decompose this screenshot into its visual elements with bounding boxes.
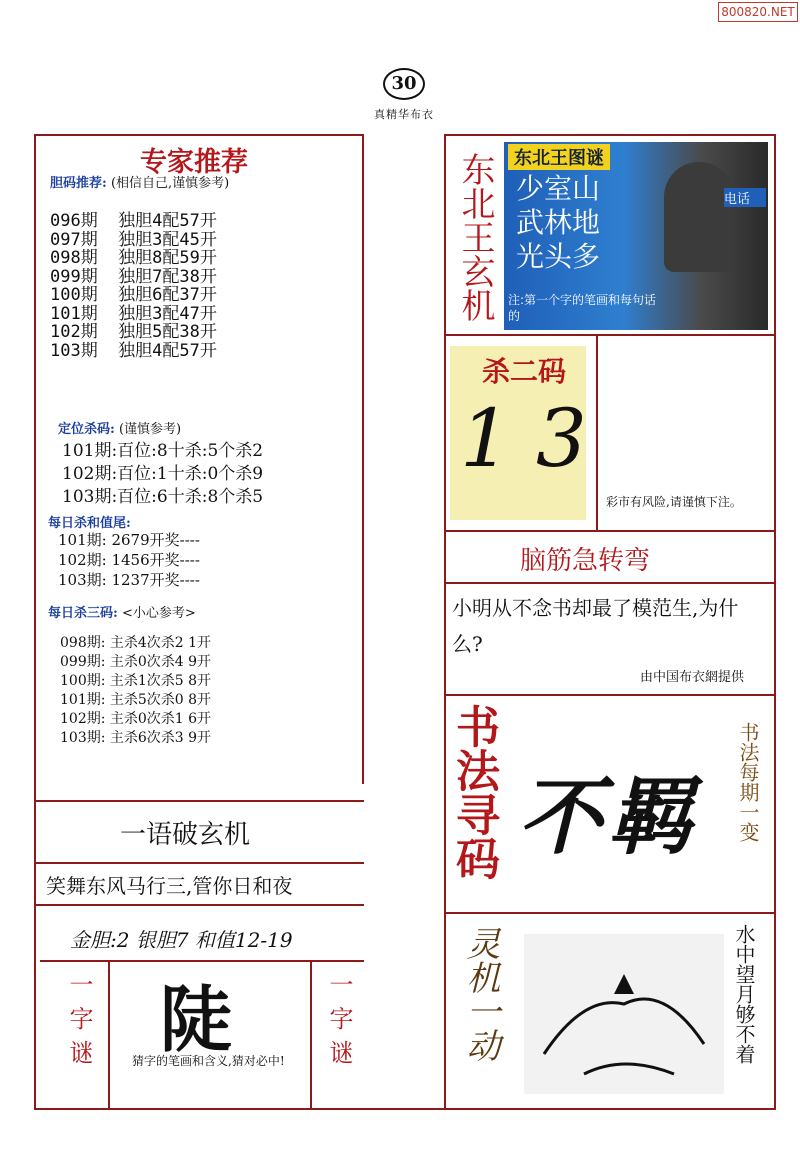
sanma-label: 每日杀三码: [48,606,118,621]
naojin-bottom-rule [444,694,774,696]
sanma-list [60,634,211,748]
dan-row: 098期 独胆8配59开 [50,248,217,268]
sanma-row: 100期: 主杀1次杀5 8开 [60,673,212,689]
yiyu-mid-rule [34,862,364,864]
yiyu-text: 笑舞东风马行三,管你日和夜 [46,874,293,898]
meiri-row: 101期: 2679开奖---- [58,531,200,549]
shaerma-title: 杀二码 [482,355,567,388]
lingji-top-rule [444,912,774,914]
right-col-rule [444,134,446,1108]
site-watermark: 800820.NET [718,2,798,22]
shufa-side-title: 书法寻码 [448,704,499,880]
sanma-row: 101期: 主杀5次杀0 8开 [60,692,212,708]
dongbei-image [504,142,768,330]
naojin-top-rule [444,530,774,532]
shaerma-digit: 3 [536,392,587,485]
shaerma-risk: 彩市有风险,请谨慎下注。 [606,495,742,509]
yiyu-title: 一语破玄机 [120,820,251,850]
naojin-credit: 由中国布衣網提供 [640,670,745,685]
dan-row: 096期 独胆4配57开 [50,211,217,231]
dan-label: 胆码推荐: [50,176,107,191]
sanma-row: 103期: 主杀6次杀3 9开 [60,730,212,746]
sanma-row: 102期: 主杀0次杀1 6开 [60,711,212,727]
naojin-question: 小明从不念书却最了模范生,为什么? [452,596,739,656]
lingji-left: 灵机一动 [460,926,500,1062]
dan-row: 097期 独胆3配45开 [50,229,217,250]
expert-title: 专家推荐 [140,147,248,178]
left-col-rule [362,134,364,784]
yizimi-char: 陡 [160,977,233,1062]
shaerma-top-rule [444,334,774,336]
dingwei-header [58,418,181,437]
dongbei-side-title: 东北王玄机 [455,152,495,322]
jindan-text: 金胆:2 银胆7 和值12-19 [70,928,293,952]
buddha-figure [664,162,734,272]
shaerma-divider [596,334,598,530]
meiri-row: 102期: 1456开奖---- [58,551,200,569]
dan-row: 100期 独胆6配37开 [50,285,217,305]
sanma-row: 098期: 主杀4次杀2 1开 [60,635,212,651]
logo-mark: 30 [383,68,425,100]
meiri-label: 每日杀和值尾: [48,516,131,531]
dongbei-poem-line: 武林地 [516,206,601,239]
phone-label: 电话 [724,188,766,207]
dongbei-poem-line: 少室山 [516,172,601,205]
yizimi-rule-left [108,962,110,1108]
dingwei-list [62,440,263,509]
dongbei-banner-title: 东北王图谜 [508,144,610,170]
dingwei-row: 103期:百位:6十杀:8个杀5 [62,487,264,507]
dan-row: 103期 独胆4配57开 [50,340,217,361]
yiyu-top-rule [34,800,364,802]
meiri-list [58,530,200,590]
sanma-note: <小心参考> [121,606,196,621]
lingji-sketch [524,934,724,1094]
shufa-calligraphy: 不羁 [518,767,699,866]
naojin-title: 脑筋急转弯 [520,546,651,576]
dan-list [50,212,217,360]
dongbei-note: 注:第一个字的笔画和每句话的 [508,293,657,323]
meiri-row: 103期: 1237开奖---- [58,571,200,589]
shaerma-digit: 1 [460,392,511,485]
yiyu-bottom-rule [34,904,364,906]
yizimi-rule-right [310,962,312,1108]
dingwei-label: 定位杀码: [58,422,115,437]
naojin-mid-rule [444,582,774,584]
lingji-right: 水中望月够不着 [732,924,756,1064]
yizimi-right-label: 一字谜 [325,972,353,1074]
dan-row: 101期 独胆3配47开 [50,303,217,324]
shufa-right-note: 书法每期一变 [736,722,760,842]
logo [354,60,454,136]
top-rule-left [34,134,364,136]
top-rule-right [444,134,774,136]
dan-row: 102期 独胆5配38开 [50,322,217,342]
lake-sketch-icon [524,934,724,1094]
dongbei-poem [516,172,600,274]
shaerma-card [450,346,586,520]
dingwei-row: 101期:百位:8十杀:5个杀2 [62,441,264,461]
dan-row: 099期 独胆7配38开 [50,266,217,287]
dongbei-poem-line: 光头多 [516,240,601,273]
sanma-header [48,602,196,621]
dingwei-note: (谨慎参考) [118,422,182,437]
logo-subtitle: 真精华布衣 [374,108,434,121]
dan-note: (相信自己,谨慎参考) [110,176,230,191]
dan-header [50,172,229,191]
yizimi-hint: 猜字的笔画和含义,猜对必中! [132,1054,285,1068]
dingwei-row: 102期:百位:1十杀:0个杀9 [62,464,264,484]
sanma-row: 099期: 主杀0次杀4 9开 [60,654,212,670]
yizimi-left-label: 一字谜 [65,972,93,1074]
